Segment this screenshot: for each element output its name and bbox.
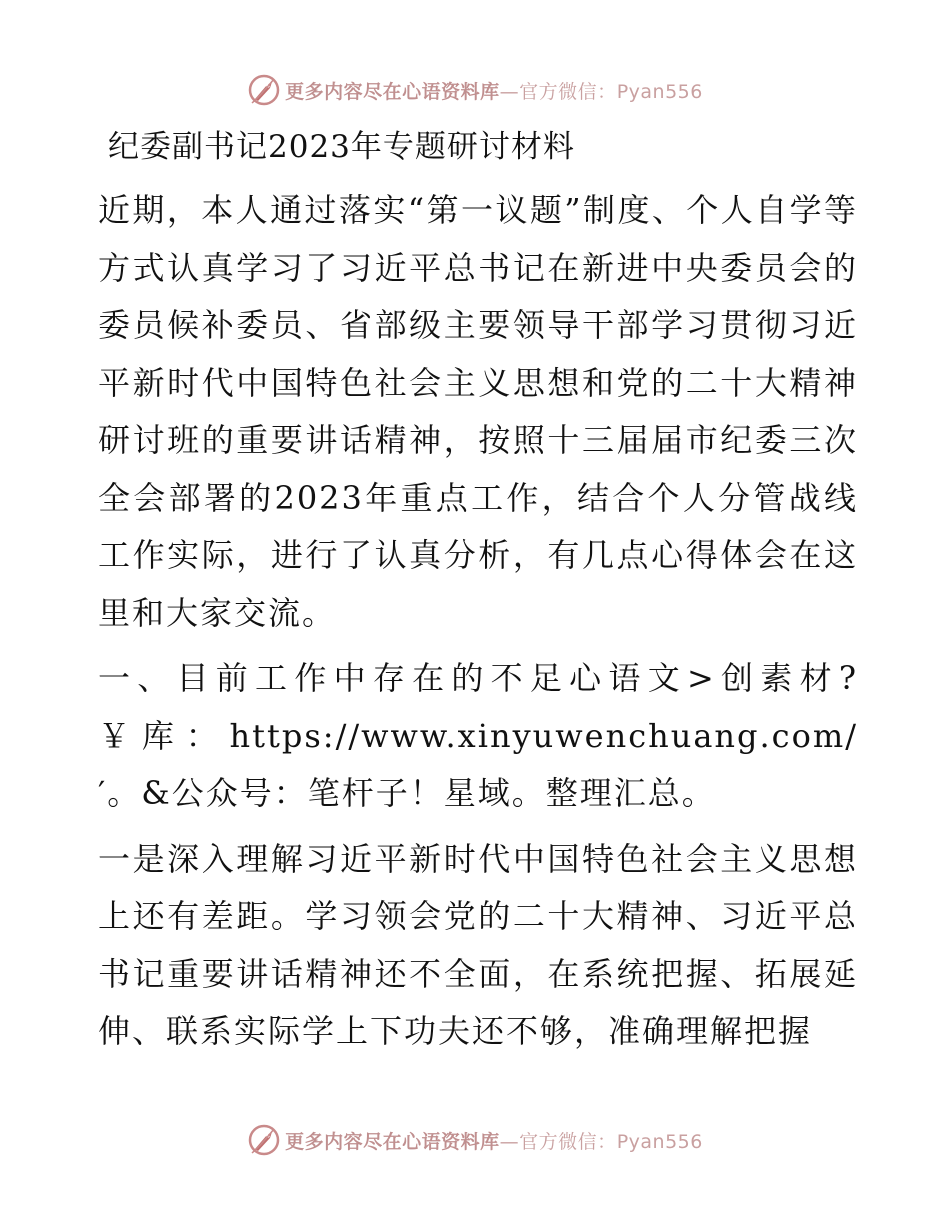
banner-dash: —	[499, 80, 520, 103]
banner-dash: —	[499, 1130, 520, 1153]
banner-text	[285, 1127, 703, 1154]
paragraph-section-heading: 一、目前工作中存在的不足心语文>创素材?￥库：https://www.xinyuwenchuang.com/′。&公众号：笔杆子！星域。整理汇总。	[98, 659, 858, 812]
banner-wechat-id: Pyan556	[616, 1130, 703, 1153]
footer-watermark-banner	[0, 1120, 950, 1160]
document-body	[98, 124, 858, 1069]
banner-main-text: 更多内容尽在心语资料库	[285, 80, 500, 103]
banner-text	[285, 77, 703, 104]
banner-wechat-label: 官方微信：	[519, 1130, 617, 1153]
paragraph-point-one: 一是深入理解习近平新时代中国特色社会主义思想上还有差距。学习领会党的二十大精神、习近平总书记重要讲话精神还不全面，在系统把握、拓展延伸、联系实际学上下功夫还不够，准确理解把握	[98, 839, 858, 1050]
pen-nib-logo-icon	[247, 73, 281, 107]
header-watermark-banner	[0, 70, 950, 110]
document-title: 纪委副书记2023年专题研讨材料	[108, 129, 575, 165]
paragraph-intro: 近期，本人通过落实“第一议题”制度、个人自学等方式认真学习了习近平总书记在新进中央委员会的委员候补委员、省部级主要领导干部学习贯彻习近平新时代中国特色社会主义思想和党的二十大精神研讨班的重要讲话精神，按照十三届届市纪委三次全会部署的2023年重点工作，结合个人分管战线工作实际，进行了认真分析，有几点心得体会在这里和大家交流。	[98, 191, 858, 632]
banner-wechat-label: 官方微信：	[519, 80, 617, 103]
pen-nib-logo-icon	[247, 1123, 281, 1157]
banner-wechat-id: Pyan556	[616, 80, 703, 103]
banner-main-text: 更多内容尽在心语资料库	[285, 1130, 500, 1153]
